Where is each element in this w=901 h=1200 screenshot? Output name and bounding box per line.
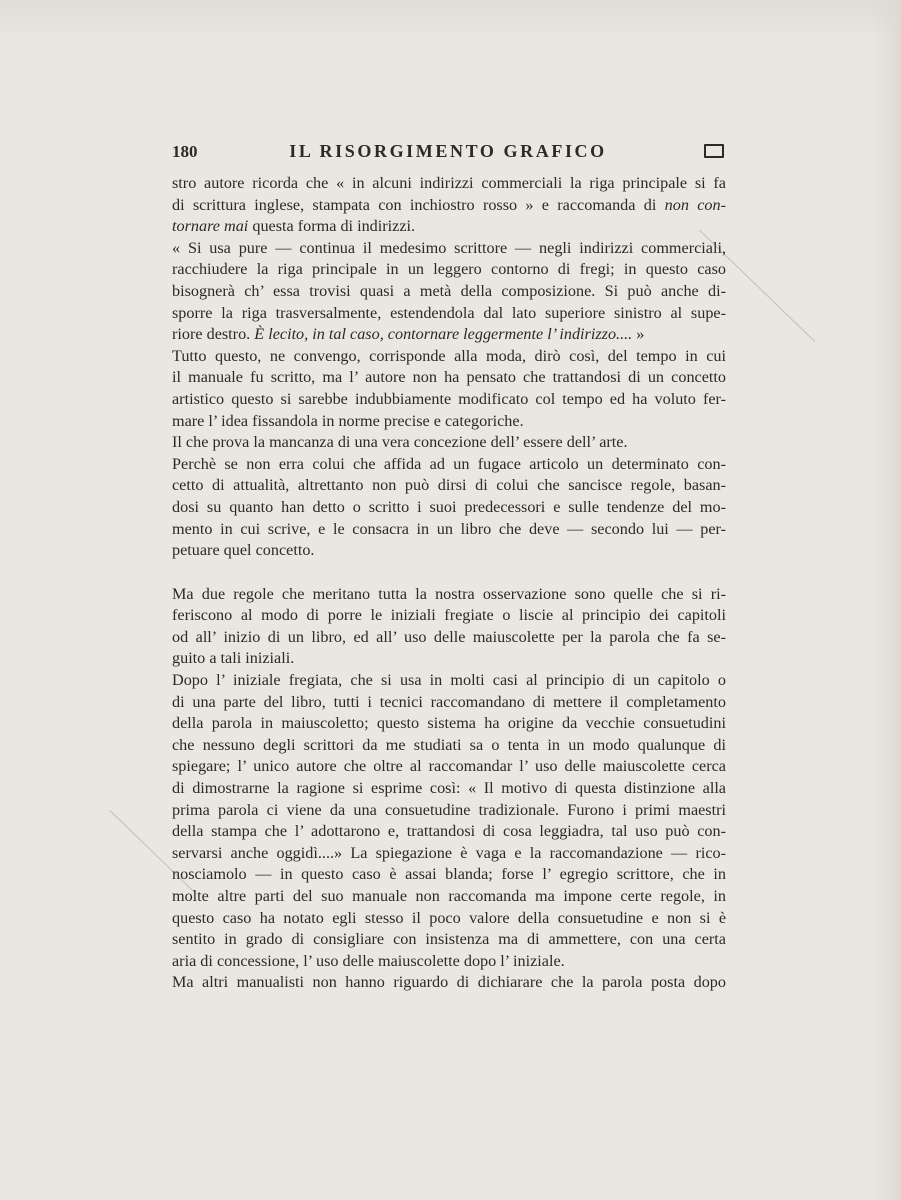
- text-line: [172, 195, 726, 217]
- page-right-shadow: [871, 0, 901, 1200]
- text-line: [172, 259, 726, 281]
- text-run: « Si usa pure — continua il medesimo scrittore — negli indirizzi commerciali,: [172, 238, 726, 257]
- italic-text-run: tornare mai: [172, 217, 249, 236]
- text-run: stro autore ricorda che « in alcuni indirizzi commerciali la riga principale si fa: [172, 174, 726, 192]
- paragraph-gap: [172, 562, 726, 584]
- text-line: [172, 346, 726, 368]
- text-line: [172, 843, 726, 865]
- text-line: [172, 972, 726, 994]
- text-run: artistico questo si sarebbe indubbiamente modificato col tempo ed ha voluto fer-: [172, 389, 726, 408]
- text-line: [172, 713, 726, 735]
- text-line: [172, 367, 726, 389]
- text-run: dosi su quanto han detto o scritto i suoi predecessori e sulle tendenze del mo-: [172, 497, 726, 516]
- text-run: Ma due regole che meritano tutta la nostra osservazione sono quelle che si ri-: [172, 584, 726, 603]
- text-line: [172, 324, 726, 346]
- text-run: od all’ inizio di un libro, ed all’ uso delle maiuscolette per la parola che fa se-: [172, 627, 726, 646]
- page-number: 180: [172, 142, 198, 161]
- page-top-shadow: [0, 0, 901, 40]
- text-run: il manuale fu scritto, ma l’ autore non ha pensato che trattandosi di un concetto: [172, 368, 726, 387]
- text-line: [172, 886, 726, 908]
- text-run: Perchè se non erra colui che affida ad un fugace articolo un determinato con-: [172, 454, 726, 473]
- text-line: [172, 389, 726, 411]
- text-line: [172, 497, 726, 519]
- text-run: di scrittura inglese, stampata con inchiostro rosso » e raccomanda di: [172, 195, 665, 214]
- text-line: [172, 173, 726, 195]
- text-line: [172, 735, 726, 757]
- italic-text-run: È lecito, in tal caso, contornare leggermente l’ indirizzo....: [254, 325, 633, 344]
- text-line: [172, 756, 726, 778]
- text-line: [172, 929, 726, 951]
- rectangle-ornament-icon: [704, 144, 724, 158]
- text-line: [172, 216, 726, 238]
- text-run: riore destro.: [172, 325, 255, 344]
- text-run: aria di concessione, l’ uso delle maiuscolette dopo l’ iniziale.: [172, 951, 565, 970]
- text-run: mento in cui scrive, e le consacra in un libro che deve — secondo lui — per-: [172, 519, 726, 538]
- text-run: Dopo l’ iniziale fregiata, che si usa in molti casi al principio di un capitolo o: [172, 671, 726, 690]
- text-run: prima parola ci viene da una consuetudine tradizionale. Furono i primi maestri: [172, 800, 726, 819]
- text-run: che nessuno degli scrittori da me studiati sa o tenta in un modo qualunque di: [172, 735, 726, 754]
- text-line: [172, 670, 726, 692]
- text-line: [172, 540, 726, 562]
- text-line: [172, 303, 726, 325]
- text-line: [172, 584, 726, 606]
- text-line: [172, 238, 726, 260]
- text-line: [172, 951, 726, 973]
- page-header: [172, 140, 724, 164]
- text-line: [172, 864, 726, 886]
- text-run: spiegare; l’ unico autore che oltre al raccomandar l’ uso delle maiuscolette cerca: [172, 757, 726, 776]
- text-run: della stampa che l’ adottarono e, trattandosi di cosa leggiadra, tal uso può con-: [172, 822, 726, 841]
- text-run: questa forma di indirizzi.: [248, 217, 416, 236]
- text-run: guito a tali iniziali.: [172, 649, 295, 668]
- text-line: [172, 281, 726, 303]
- text-line: [172, 475, 726, 497]
- text-run: mare l’ idea fissandola in norme precise e categoriche.: [172, 411, 524, 430]
- text-run: »: [632, 325, 645, 344]
- text-run: Ma altri manualisti non hanno riguardo di dichiarare che la parola posta dopo: [172, 973, 726, 992]
- text-run: questo caso ha notato egli stesso il poco valore della consuetudine e non si è: [172, 908, 726, 927]
- text-line: [172, 411, 726, 433]
- text-line: [172, 908, 726, 930]
- text-run: racchiudere la riga principale in un leggero contorno di fregi; in questo caso: [172, 260, 726, 279]
- body-text: [172, 173, 726, 994]
- text-run: nosciamolo — in questo caso è assai blanda; forse l’ egregio scrittore, che in: [172, 865, 726, 884]
- text-line: [172, 692, 726, 714]
- text-run: petuare quel concetto.: [172, 541, 315, 560]
- text-run: Tutto questo, ne convengo, corrisponde alla moda, dirò così, del tempo in cui: [172, 346, 726, 365]
- text-run: Il che prova la mancanza di una vera concezione dell’ essere dell’ arte.: [172, 433, 628, 452]
- text-run: bisognerà ch’ essa trovisi quasi a metà della composizione. Si può anche di-: [172, 281, 726, 300]
- text-line: [172, 627, 726, 649]
- text-run: di dimostrarne la ragione si esprime così: « Il motivo di questa distinzione alla: [172, 779, 726, 798]
- text-line: [172, 648, 726, 670]
- italic-text-run: non con-: [664, 195, 726, 214]
- text-line: [172, 800, 726, 822]
- text-run: molte altre parti del suo manuale non raccomanda ma impone certe regole, in: [172, 887, 726, 905]
- text-run: sentito in grado di consigliare con insistenza ma di ammettere, con una certa: [172, 930, 726, 949]
- text-line: [172, 778, 726, 800]
- text-line: [172, 519, 726, 541]
- text-line: [172, 454, 726, 476]
- text-run: di una parte del libro, tutti i tecnici raccomandano di mettere il completamento: [172, 692, 726, 711]
- text-line: [172, 605, 726, 627]
- text-run: della parola in maiuscoletto; questo sistema ha origine da vecchie consuetudini: [172, 714, 726, 733]
- text-run: servarsi anche oggidì....» La spiegazione è vaga e la raccomandazione — rico-: [172, 843, 726, 862]
- text-run: sporre la riga trasversalmente, estendendola dal lato superiore sinistro al supe-: [172, 303, 726, 322]
- text-run: cetto di attualità, altrettanto non può dirsi di colui che sancisce regole, basan-: [172, 476, 726, 495]
- running-title: IL RISORGIMENTO GRAFICO: [289, 141, 607, 161]
- text-line: [172, 821, 726, 843]
- text-line: [172, 432, 726, 454]
- text-run: feriscono al modo di porre le iniziali fregiate o liscie al principio dei capitoli: [172, 606, 726, 625]
